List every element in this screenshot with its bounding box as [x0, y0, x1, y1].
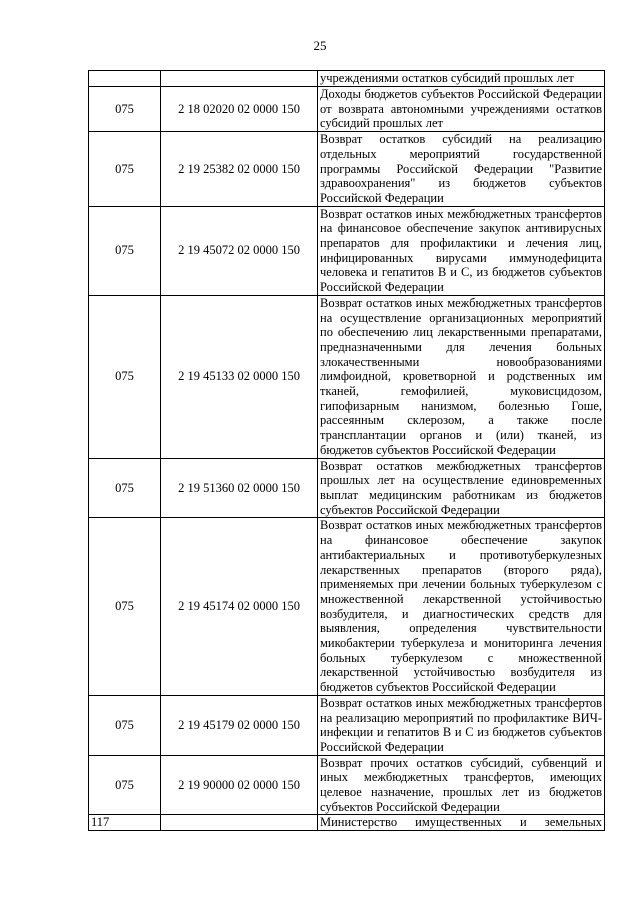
budget-code-cell: [161, 815, 318, 831]
admin-code-cell: 075: [89, 295, 161, 458]
admin-code-cell: 075: [89, 458, 161, 518]
income-name-cell: Доходы бюджетов субъектов Российской Федерации от возврата автономными учреждениями остатков субсидий прошлых лет: [318, 87, 605, 132]
table-row: [89, 518, 605, 695]
table-row: [89, 295, 605, 458]
budget-code-cell: 2 19 51360 02 0000 150: [161, 458, 318, 518]
budget-code-cell: 2 19 45179 02 0000 150: [161, 695, 318, 755]
admin-code-cell: 075: [89, 518, 161, 695]
income-name-cell: Возврат остатков иных межбюджетных трансфертов на финансовое обеспечение закупок антибактериальных и противотуберкулезных лекарственных препаратов (второго ряда), применяемых при лечении больных туберкулезом с множественной лекарственной устойчивостью возбудителя, и диагностических средств для выявления, определения чувствительности микобактерии туберкулеза и мониторинга лечения больных туберкулезом с множественной лекарственной устойчивостью возбудителя из бюджетов субъектов Российской Федерации: [318, 518, 605, 695]
budget-code-cell: [161, 71, 318, 87]
income-name-cell: Возврат остатков иных межбюджетных трансфертов на осуществление организационных мероприятий по обеспечению лиц лекарственными препаратами, предназначенными для лечения больных злокачественными новообразованиями лимфоидной, кроветворной и родственных им тканей, гемофилией, муковисцидозом, гипофизарным нанизмом, болезнью Гоше, рассеянным склерозом, а также после трансплантации органов и (или) тканей, из бюджетов субъектов Российской Федерации: [318, 295, 605, 458]
table-row: [89, 71, 605, 87]
table-row: [89, 132, 605, 207]
admin-code-cell: 075: [89, 695, 161, 755]
table-row: [89, 458, 605, 518]
budget-code-cell: 2 19 45174 02 0000 150: [161, 518, 318, 695]
income-name-cell: Возврат остатков иных межбюджетных трансфертов на реализацию мероприятий по профилактике ВИЧ-инфекции и гепатитов В и С из бюджетов субъектов Российской Федерации: [318, 695, 605, 755]
budget-code-cell: 2 19 45133 02 0000 150: [161, 295, 318, 458]
income-name-cell: Министерство имущественных и земельных: [318, 815, 605, 831]
admin-code-cell: 075: [89, 206, 161, 295]
admin-code-cell: 075: [89, 755, 161, 815]
budget-classification-table: [88, 70, 605, 831]
admin-code-cell: [89, 71, 161, 87]
table-row: [89, 206, 605, 295]
income-name-cell: Возврат остатков иных межбюджетных трансфертов на финансовое обеспечение закупок антивирусных препаратов для профилактики и лечения лиц, инфицированных вирусами иммунодефицита человека и гепатитов В и С, из бюджетов субъектов Российской Федерации: [318, 206, 605, 295]
income-name-cell: Возврат остатков межбюджетных трансфертов прошлых лет на осуществление единовременных выплат медицинским работникам из бюджетов субъектов Российской Федерации: [318, 458, 605, 518]
budget-code-cell: 2 19 90000 02 0000 150: [161, 755, 318, 815]
table-row: [89, 815, 605, 831]
income-name-cell: учреждениями остатков субсидий прошлых лет: [318, 71, 605, 87]
budget-code-cell: 2 19 45072 02 0000 150: [161, 206, 318, 295]
table-row: [89, 87, 605, 132]
page-number: 25: [313, 38, 327, 53]
income-name-cell: Возврат прочих остатков субсидий, субвенций и иных межбюджетных трансфертов, имеющих целевое назначение, прошлых лет из бюджетов субъектов Российской Федерации: [318, 755, 605, 815]
admin-code-cell: 117: [89, 815, 161, 831]
table-row: [89, 755, 605, 815]
table-row: [89, 695, 605, 755]
admin-code-cell: 075: [89, 132, 161, 207]
income-name-cell: Возврат остатков субсидий на реализацию отдельных мероприятий государственной программы Российской Федерации "Развитие здравоохранения" из бюджетов субъектов Российской Федерации: [318, 132, 605, 207]
admin-code-cell: 075: [89, 87, 161, 132]
budget-code-cell: 2 19 25382 02 0000 150: [161, 132, 318, 207]
budget-code-cell: 2 18 02020 02 0000 150: [161, 87, 318, 132]
